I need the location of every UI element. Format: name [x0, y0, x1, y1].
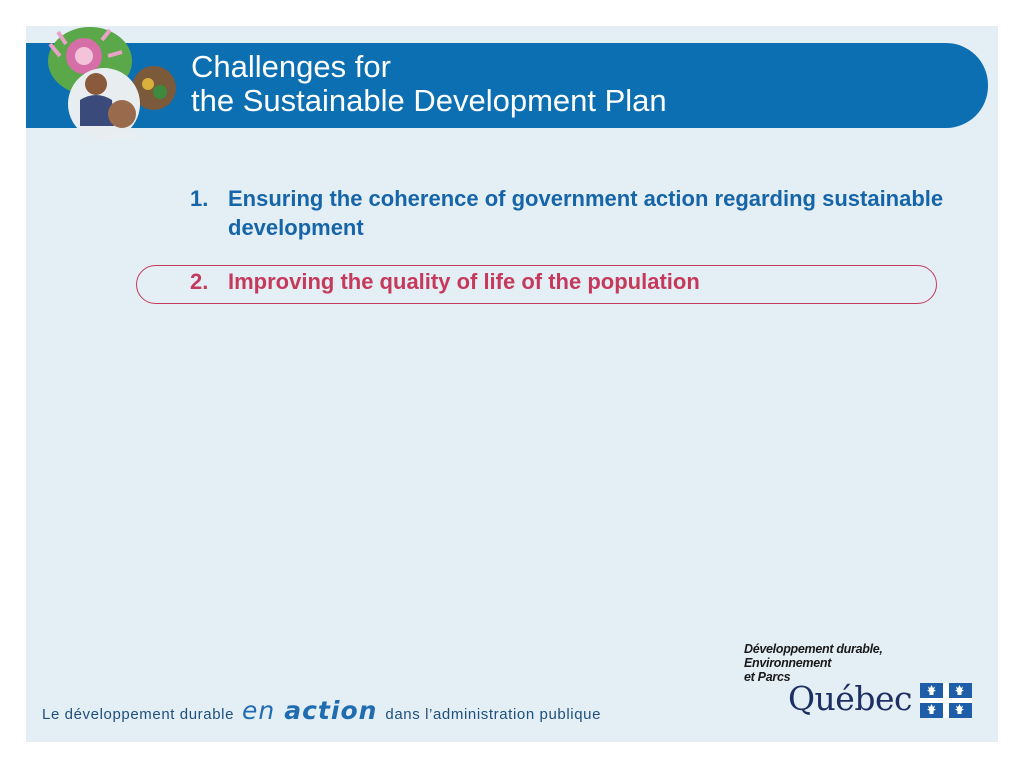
item-text: Ensuring the coherence of government action regarding sustainable development: [228, 186, 944, 240]
ministry-line-3: et Parcs: [744, 670, 791, 684]
item-number: 2.: [190, 269, 209, 294]
list-item: [190, 184, 950, 242]
challenge-list: [190, 184, 950, 296]
item-number: 1.: [190, 186, 209, 211]
title-line-1: Challenges for: [191, 49, 391, 84]
tagline-after: dans l’administration publique: [385, 706, 602, 723]
tagline-action: action: [284, 696, 378, 725]
tagline-before: Le développement durable: [42, 706, 235, 723]
quebec-wordmark: Québec: [788, 679, 912, 718]
list-item: [190, 267, 950, 296]
footer-tagline: [42, 696, 601, 725]
slide-title: [191, 50, 667, 118]
ministry-line-2: Environnement: [744, 656, 832, 670]
ministry-line-1: Développement durable,: [744, 642, 883, 656]
title-line-2: the Sustainable Development Plan: [191, 83, 667, 118]
quebec-flag-icon: [920, 683, 972, 718]
tagline-en: en: [242, 696, 276, 725]
ministry-name: [744, 642, 883, 684]
tagline-en-action: [242, 696, 377, 725]
photo-collage-icon: [42, 26, 192, 141]
slide: [26, 26, 998, 742]
item-text: Improving the quality of life of the population: [228, 269, 700, 294]
